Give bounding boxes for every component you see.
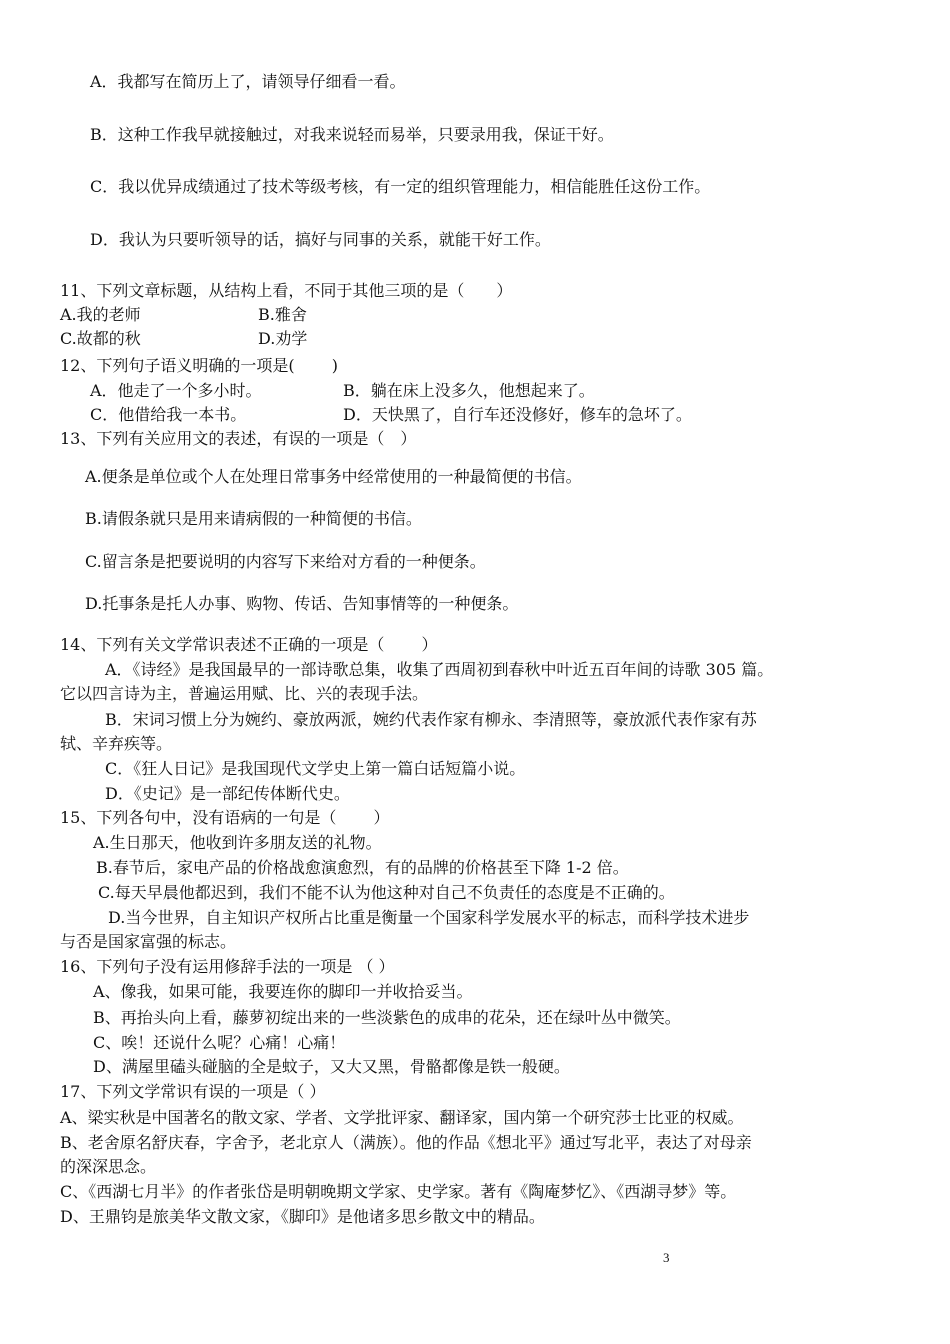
q10-option-b: B．这种工作我早就接触过，对我来说轻而易举，只要录用我，保证干好。 bbox=[90, 125, 614, 144]
q14-option-a-line2: 它以四言诗为主，普遍运用赋、比、兴的表现手法。 bbox=[60, 684, 429, 703]
q15-stem: 15、下列各句中，没有语病的一句是（ ） bbox=[60, 808, 390, 827]
q14-option-b-line1: B．宋词习惯上分为婉约、豪放两派，婉约代表作家有柳永、李清照等，豪放派代表作家有苏 bbox=[105, 710, 757, 729]
q13-option-c: C.留言条是把要说明的内容写下来给对方看的一种便条。 bbox=[85, 552, 486, 571]
q15-option-d-line1: D.当今世界，自主知识产权所占比重是衡量一个国家科学发展水平的标志，而科学技术进步 bbox=[108, 908, 750, 927]
q15-option-a: A.生日那天，他收到许多朋友送的礼物。 bbox=[93, 833, 382, 852]
q17-option-a: A、梁实秋是中国著名的散文家、学者、文学批评家、翻译家，国内第一个研究莎士比亚的权威。 bbox=[60, 1108, 744, 1127]
q17-stem: 17、下列文学常识有误的一项是（ ） bbox=[60, 1082, 326, 1101]
q14-option-d: D．《史记》是一部纪传体断代史。 bbox=[105, 784, 350, 803]
q12-option-a: A．他走了一个多小时。 bbox=[90, 381, 262, 400]
q17-option-b-line1: B、老舍原名舒庆春，字舍予，老北京人（满族）。他的作品《想北平》通过写北平，表达了对母亲 bbox=[60, 1133, 752, 1152]
q11-option-d: D.劝学 bbox=[258, 329, 308, 348]
q17-option-d: D、王鼎钧是旅美华文散文家，《脚印》是他诸多思乡散文中的精品。 bbox=[60, 1207, 545, 1226]
q16-option-c: C、唉！还说什么呢？心痛！心痛！ bbox=[93, 1033, 346, 1052]
q15-option-d-line2: 与否是国家富强的标志。 bbox=[60, 932, 237, 951]
q14-option-a-line1: A．《诗经》是我国最早的一部诗歌总集，收集了西周初到春秋中叶近五百年间的诗歌 305 篇。 bbox=[105, 660, 774, 679]
q16-option-a: A、像我，如果可能，我要连你的脚印一并收拾妥当。 bbox=[93, 982, 473, 1001]
q17-option-b-line2: 的深深思念。 bbox=[60, 1157, 157, 1176]
q17-option-c: C、《西湖七月半》的作者张岱是明朝晚期文学家、史学家。著有《陶庵梦忆》、《西湖寻梦》等。 bbox=[60, 1182, 737, 1201]
q14-stem: 14、下列有关文学常识表述不正确的一项是（ ） bbox=[60, 635, 438, 654]
q14-option-c: C．《狂人日记》是我国现代文学史上第一篇白话短篇小说。 bbox=[105, 759, 526, 778]
q11-option-a: A.我的老师 bbox=[60, 305, 141, 324]
q12-option-c: C．他借给我一本书。 bbox=[90, 405, 247, 424]
q15-option-c: C.每天早晨他都迟到，我们不能不认为他这种对自己不负责任的态度是不正确的。 bbox=[98, 883, 675, 902]
q12-option-b: B．躺在床上没多久，他想起来了。 bbox=[343, 381, 595, 400]
q16-option-d: D、满屋里磕头碰脑的全是蚊子，又大又黑，骨骼都像是铁一般硬。 bbox=[93, 1057, 570, 1076]
q13-option-b: B.请假条就只是用来请病假的一种简便的书信。 bbox=[85, 509, 422, 528]
q15-option-b: B.春节后，家电产品的价格战愈演愈烈，有的品牌的价格甚至下降 1-2 倍。 bbox=[96, 858, 629, 877]
q10-option-d: D．我认为只要听领导的话，搞好与同事的关系，就能干好工作。 bbox=[90, 230, 551, 249]
q13-stem: 13、下列有关应用文的表述，有误的一项是（ ） bbox=[60, 429, 417, 448]
q10-option-c: C．我以优异成绩通过了技术等级考核，有一定的组织管理能力，相信能胜任这份工作。 bbox=[90, 177, 711, 196]
q13-option-a: A.便条是单位或个人在处理日常事务中经常使用的一种最简便的书信。 bbox=[85, 467, 582, 486]
q13-option-d: D.托事条是托人办事、购物、传话、告知事情等的一种便条。 bbox=[85, 594, 519, 613]
q11-stem: 11、下列文章标题，从结构上看，不同于其他三项的是（ ） bbox=[60, 281, 513, 300]
page-number: 3 bbox=[663, 1250, 670, 1265]
q16-stem: 16、下列句子没有运用修辞手法的一项是 （ ） bbox=[60, 957, 395, 976]
q12-option-d: D．天快黑了，自行车还没修好，修车的急坏了。 bbox=[343, 405, 692, 424]
q10-option-a: A．我都写在简历上了，请领导仔细看一看。 bbox=[90, 72, 406, 91]
q11-option-c: C.故都的秋 bbox=[60, 329, 141, 348]
q11-option-b: B.雅舍 bbox=[258, 305, 307, 324]
q16-option-b: B、再抬头向上看，藤萝初绽出来的一些淡紫色的成串的花朵，还在绿叶丛中微笑。 bbox=[93, 1008, 681, 1027]
q14-option-b-line2: 轼、辛弃疾等。 bbox=[60, 734, 173, 753]
q12-stem: 12、下列句子语义明确的一项是( ) bbox=[60, 356, 338, 375]
